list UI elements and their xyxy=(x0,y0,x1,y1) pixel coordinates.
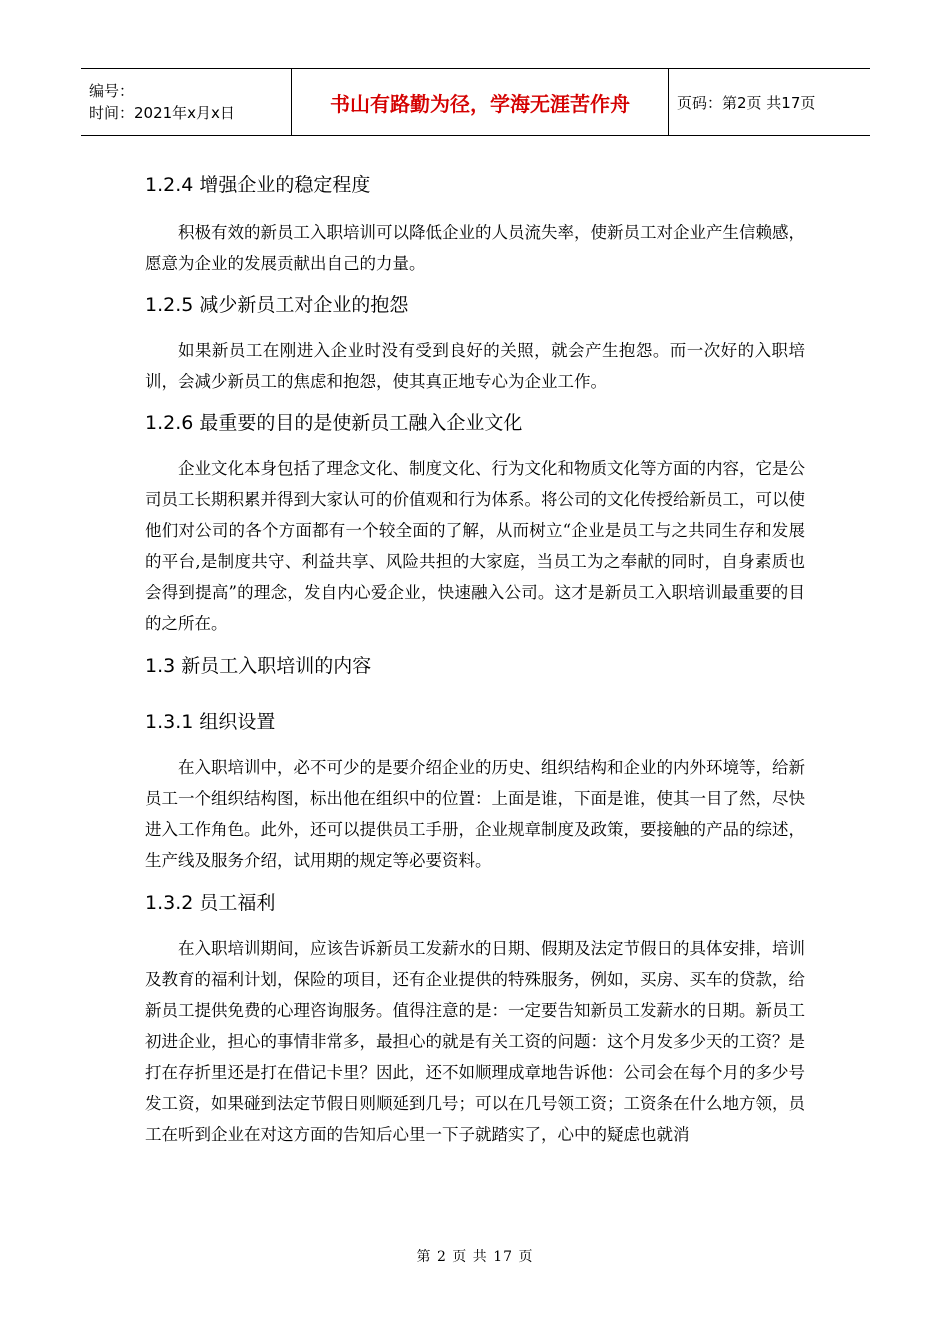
document-number-label: 编号： xyxy=(89,82,135,100)
section-heading-1-3-2: 1.3.2 员工福利 xyxy=(145,892,276,914)
section-paragraph-1-3-2: 在入职培训期间，应该告诉新员工发薪水的日期、假期及法定节假日的具体安排，培训及教育的福利计划，保险的项目，还有企业提供的特殊服务，例如，买房、买车的贷款，给新员工提供免费的心理咨询服务。值得注意的是：一定要告知新员工发薪水的日期。新员工初进企业，担心的事情非常多，最担心的就是有关工资的问题：这个月发多少天的工资？是打在存折里还是打在借记卡里？因此，还不如顺理成章地告诉他：公司会在每个月的多少号发工资，如果碰到法定节假日则顺延到几号；可以在几号领工资；工资条在什么地方领，员工在听到企业在对这方面的告知后心里一下子就踏实了，心中的疑虑也就消 xyxy=(145,939,805,1144)
section-heading-1-2-6: 1.2.6 最重要的目的是使新员工融入企业文化 xyxy=(145,412,523,434)
page-footer-number: 第 2 页 共 17 页 xyxy=(416,1249,534,1265)
section-heading-1-3: 1.3 新员工入职培训的内容 xyxy=(145,655,372,677)
section-heading-1-2-4: 1.2.4 增强企业的稳定程度 xyxy=(145,174,371,196)
section-paragraph-1-2-4: 积极有效的新员工入职培训可以降低企业的人员流失率，使新员工对企业产生信赖感，愿意为企业的发展贡献出自己的力量。 xyxy=(145,223,805,273)
section-paragraph-1-2-5: 如果新员工在刚进入企业时没有受到良好的关照，就会产生抱怨。而一次好的入职培训，会减少新员工的焦虑和抱怨，使其真正地专心为企业工作。 xyxy=(145,341,805,391)
section-heading-1-2-5: 1.2.5 减少新员工对企业的抱怨 xyxy=(145,294,409,316)
page-header xyxy=(81,68,870,136)
document-body xyxy=(145,166,805,1150)
section-paragraph-1-2-6: 企业文化本身包括了理念文化、制度文化、行为文化和物质文化等方面的内容，它是公司员工长期积累并得到大家认可的价值观和行为体系。将公司的文化传授给新员工，可以使他们对公司的各个方面都有一个较全面的了解，从而树立“企业是员工与之共同生存和发展的平台,是制度共守、利益共享、风险共担的大家庭，当员工为之奉献的同时，自身素质也会得到提高”的理念，发自内心爱企业，快速融入公司。这才是新员工入职培训最重要的目的之所在。 xyxy=(145,459,805,633)
document-time-label: 时间：2021年x月x日 xyxy=(89,104,235,122)
header-motto: 书山有路勤为径，学海无涯苦作舟 xyxy=(292,69,669,136)
section-paragraph-1-3-1: 在入职培训中，必不可少的是要介绍企业的历史、组织结构和企业的内外环境等，给新员工一个组织结构图，标出他在组织中的位置：上面是谁，下面是谁，使其一目了然，尽快进入工作角色。此外，还可以提供员工手册，企业规章制度及政策，要接触的产品的综述，生产线及服务介绍，试用期的规定等必要资料。 xyxy=(145,758,805,870)
section-heading-1-3-1: 1.3.1 组织设置 xyxy=(145,711,276,733)
header-page-info: 页码：第2页 共17页 xyxy=(669,69,871,136)
header-meta-cell xyxy=(81,69,292,136)
